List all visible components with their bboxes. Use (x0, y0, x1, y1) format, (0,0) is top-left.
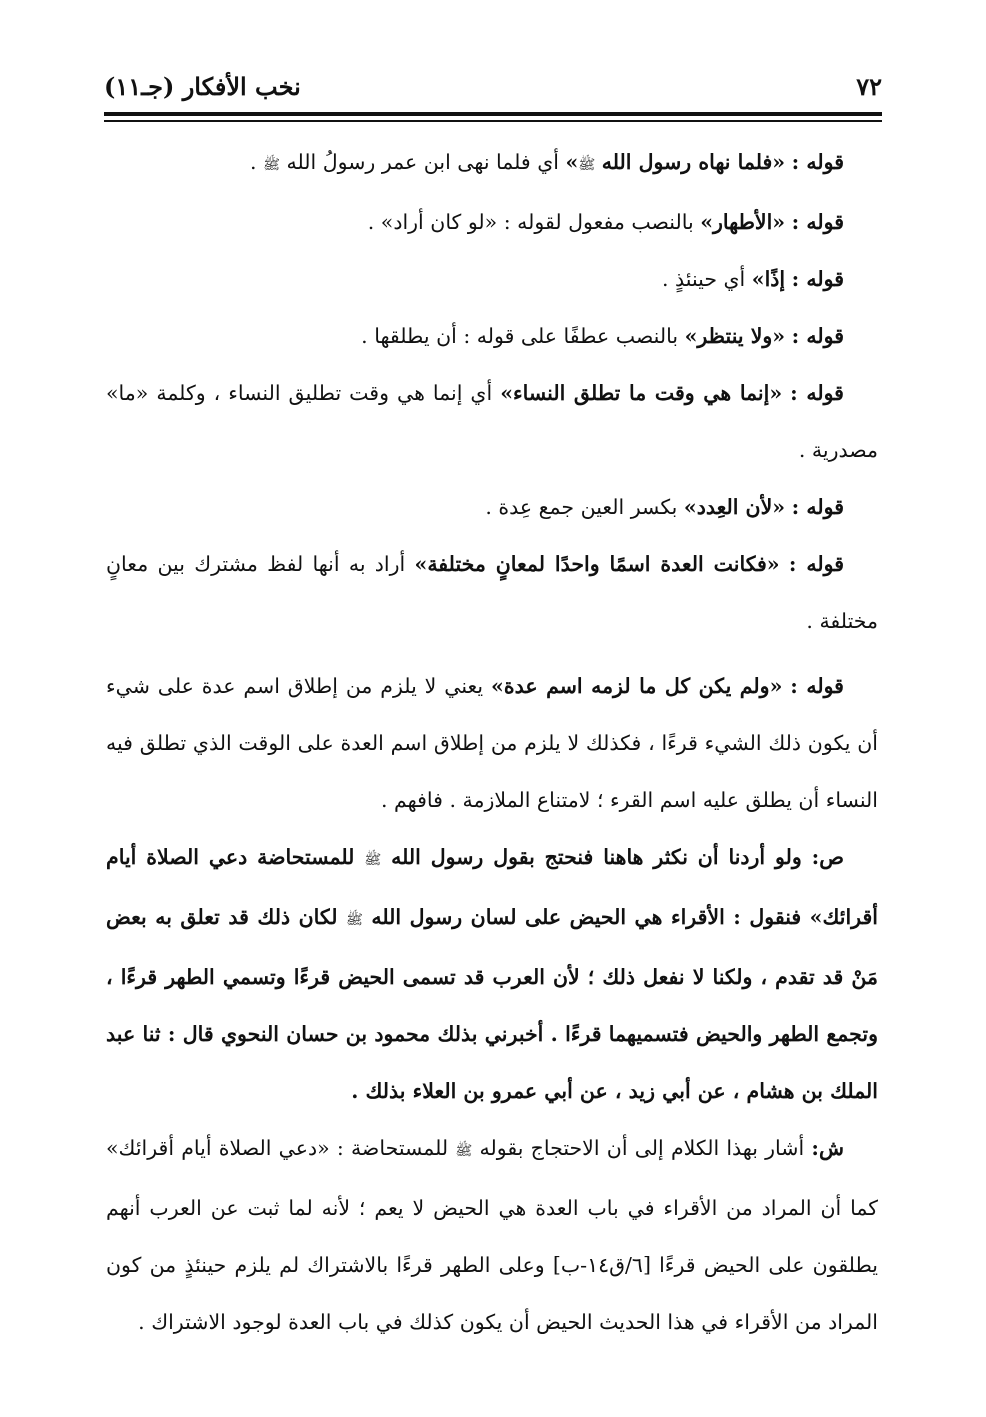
explanation-text: أي إنما هي وقت تطليق النساء ، وكلمة «ما» مصدرية . (106, 381, 878, 462)
commentary-paragraph (106, 134, 878, 194)
commentary-paragraph (106, 658, 878, 829)
sharh-paragraph (106, 1120, 878, 1351)
commentary-paragraph (106, 308, 878, 365)
explanation-text: بالنصب عطفًا على قوله : أن يطلقها . (361, 324, 679, 348)
commentary-paragraph (106, 194, 878, 251)
quoted-text: «ولا ينتظر» (684, 324, 786, 348)
shin-marker: ش: (811, 1136, 844, 1160)
quoted-text: «فلما نهاه رسول الله (601, 150, 786, 174)
qawl-label: قوله : (788, 552, 844, 576)
sad-marker: ص: (811, 845, 845, 869)
salla-glyph: ﷺ (578, 157, 596, 173)
quoted-text: «فكانت العدة اسمًا واحدًا لمعانٍ مختلفة» (414, 552, 780, 576)
matn-text-part3: لكان ذلك قد تعلق به بعض مَنْ قد تقدم ، ولكنا لا نفعل ذلك ؛ لأن العرب قد تسمى الحيض قرءًا وتسمي الطهر قرءًا ، وتجمع الطهر والحيض فتسميهما قرءًا . أخبرني بذلك محمود بن حسان النحوي قال : ثنا عبد الملك بن هشام ، عن أبي زيد ، عن أبي عمرو بن العلاء بذلك . (106, 905, 878, 1103)
salla-glyph: ﷺ (455, 1143, 473, 1159)
qawl-label: قوله : (791, 267, 844, 291)
page-body (106, 134, 878, 1351)
quote-close: » (565, 150, 579, 174)
explanation-text: أي فلما نهى ابن عمر رسولُ الله (286, 150, 559, 174)
quoted-text: «الأطهار» (700, 210, 786, 234)
explanation-text: أي حينئذٍ . (661, 267, 746, 291)
salla-glyph: ﷺ (263, 157, 280, 173)
explanation-text: بكسر العين جمع عِدة . (485, 495, 678, 519)
qawl-label: قوله : (791, 495, 844, 519)
commentary-paragraph (106, 536, 878, 650)
matn-text-part1: ولو أردنا أن نكثر هاهنا فنحتج بقول رسول الله (391, 845, 802, 869)
quoted-text: «إنما هي وقت ما تطلق النساء» (500, 381, 783, 405)
quoted-text: «لأن العِدد» (683, 495, 786, 519)
qawl-label: قوله : (791, 210, 844, 234)
commentary-paragraph (106, 479, 878, 536)
explanation-text: بالنصب مفعول لقوله : «لو كان أراد» . (367, 210, 694, 234)
paragraph-gap (106, 650, 878, 658)
matn-paragraph (106, 829, 878, 1120)
qawl-label: قوله : (791, 150, 844, 174)
quoted-text: «ولم يكن كل ما لزمه اسم عدة» (491, 674, 783, 698)
header-rule-thin (104, 120, 882, 122)
qawl-label: قوله : (790, 381, 844, 405)
sentence-end: . (250, 150, 257, 174)
book-title: نخب الأفكار (جـ١١) (104, 71, 301, 101)
salla-glyph: ﷺ (364, 852, 382, 868)
page-header (104, 62, 882, 110)
quoted-text: إذًا» (751, 267, 786, 291)
sharh-text-part1: أشار بهذا الكلام إلى أن الاحتجاج بقوله (479, 1136, 805, 1160)
page-number: ٧٢ (856, 71, 882, 101)
commentary-paragraph (106, 365, 878, 479)
sharh-text-part2: للمستحاضة : «دعي الصلاة أيام أقرائك» كما أن المراد من الأقراء في باب العدة هي الحيض لا يعم ؛ لأنه لما ثبت عن العرب أنهم يطلقون على الحيض قرءًا [٦/ق١٤-ب] وعلى الطهر قرءًا بالاشتراك لم يلزم حينئذٍ من كون المراد من الأقراء في هذا الحديث الحيض أن يكون كذلك في باب العدة لوجود الاشتراك . (106, 1136, 878, 1334)
header-rule-thick (104, 112, 882, 116)
qawl-label: قوله : (790, 674, 844, 698)
salla-glyph: ﷺ (345, 912, 363, 928)
explanation-text: يعني لا يلزم من إطلاق اسم عدة على شيء أن يكون ذلك الشيء قرءًا ، فكذلك لا يلزم من إطلاق اسم العدة على الوقت الذي تطلق فيه النساء أن يطلق عليه اسم القرء ؛ لامتناع الملازمة . فافهم . (106, 674, 878, 812)
explanation-text: أراد به أنها لفظ مشترك بين معانٍ مختلفة . (106, 552, 878, 633)
qawl-label: قوله : (791, 324, 844, 348)
matn-text-part2: للمستحاضة دعي الصلاة أيام أقرائك» فنقول : الأقراء هي الحيض على لسان رسول الله (106, 845, 878, 929)
commentary-paragraph (106, 251, 878, 308)
